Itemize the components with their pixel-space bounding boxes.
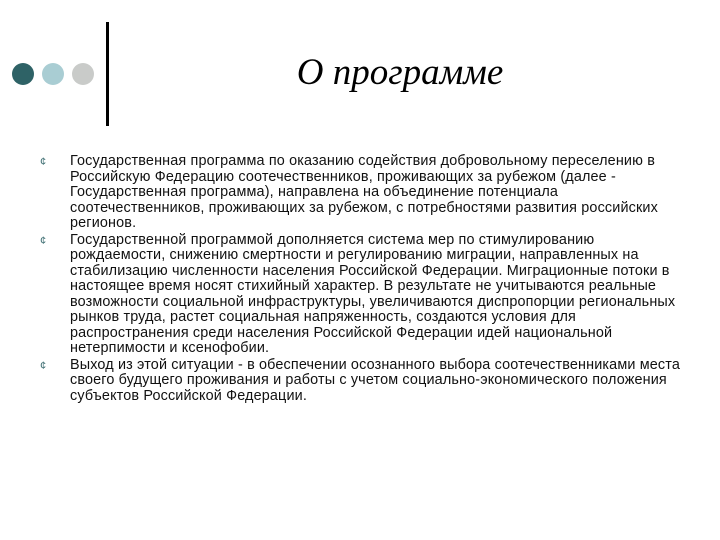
- circle-bullet-icon: ¢: [40, 359, 47, 372]
- slide-title: О программе: [296, 52, 504, 93]
- light-teal-dot: [42, 63, 64, 85]
- bullet-text: Выход из этой ситуации - в обеспечении осознанного выбора соотечественниками места своего будущего проживания и работы с учетом социально-экономического положения субъектов Российской Федерации.: [70, 356, 680, 404]
- bullet-text: Государственной программой дополняется система мер по стимулированию рождаемости, снижению смертности и регулированию миграции, направленных на стабилизацию численности населения Российской Федерации. Миграционные потоки в настоящее время носят стихийный характер. В результате не учитываются реальные возможности социальной инфраструктуры, увеличиваются диспропорции региональных рынков труда, растет социальная напряженность, создаются условия для распространения среди населения Российской Федерации идей национальной нетерпимости и ксенофобии.: [70, 231, 676, 356]
- bullet-text: Государственная программа по оказанию содействия добровольному переселению в Российскую Федерацию соотечественников, проживающих за рубежом (далее - Государственная программа), направлена на объединение потенциала соотечественников, проживающих за рубежом, с потребностями развития российских регионов.: [70, 153, 658, 231]
- circle-bullet-icon: ¢: [40, 234, 47, 247]
- bullet-item: [40, 154, 680, 232]
- bullet-list: [40, 154, 680, 405]
- dark-teal-dot: [12, 63, 34, 85]
- decorative-dots: [12, 63, 96, 87]
- bullet-item: [40, 233, 680, 357]
- circle-bullet-icon: ¢: [40, 156, 47, 168]
- light-gray-dot: [72, 63, 94, 85]
- title-divider-line: [106, 22, 109, 126]
- bullet-item: [40, 358, 680, 405]
